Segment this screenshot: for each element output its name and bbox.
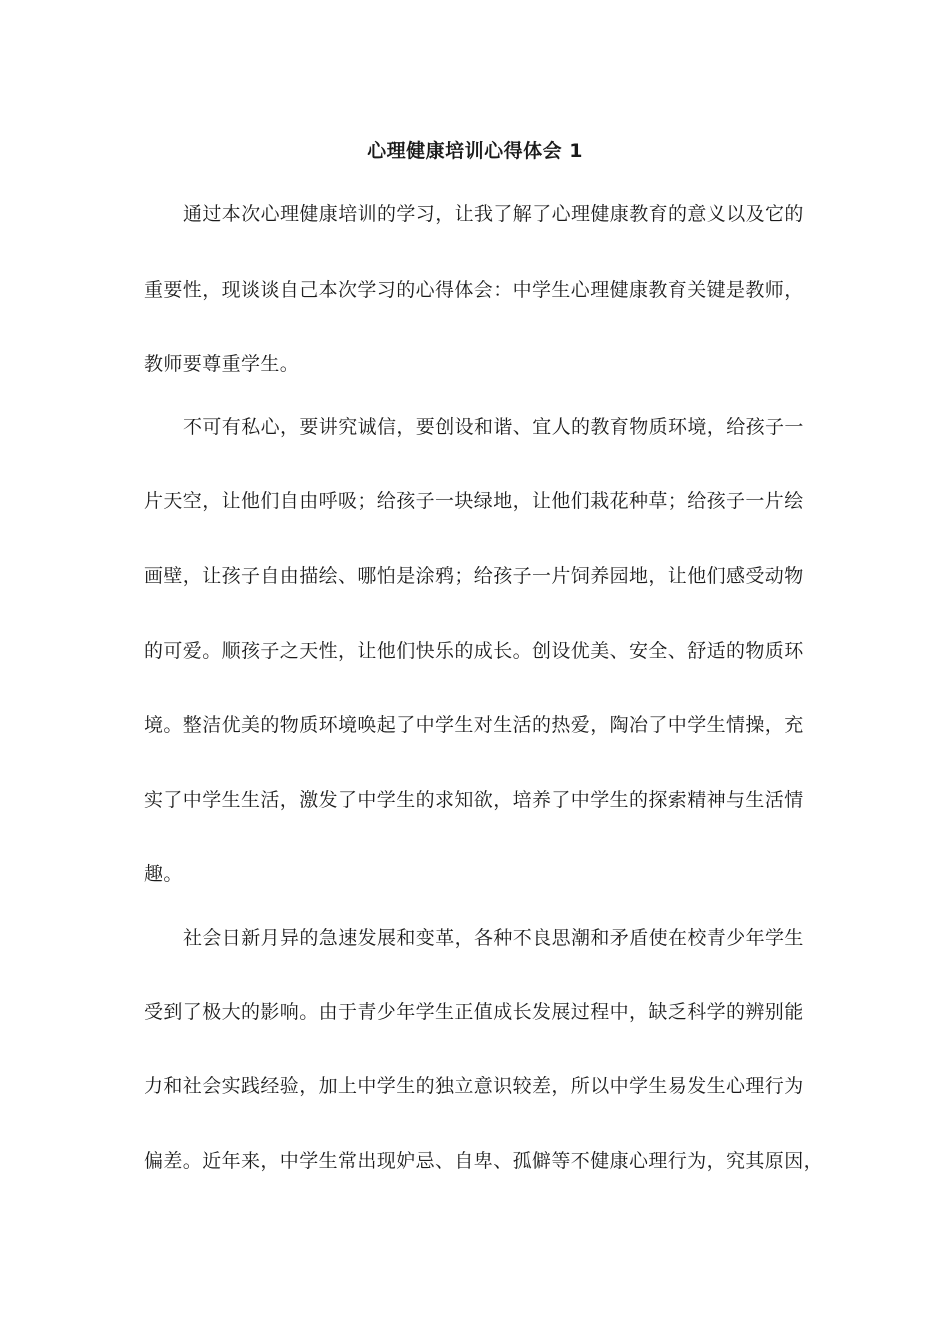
paragraph-line: 受到了极大的影响。由于青少年学生正值成长发展过程中，缺乏科学的辨别能 [144, 1001, 804, 1023]
paragraph-line: 片天空，让他们自由呼吸；给孩子一块绿地，让他们栽花种草；给孩子一片绘 [144, 490, 804, 512]
paragraph-line: 不可有私心，要讲究诚信，要创设和谐、宜人的教育物质环境，给孩子一 [183, 416, 804, 438]
paragraph-line: 趣。 [144, 863, 183, 885]
paragraph-line: 画壁，让孩子自由描绘、哪怕是涂鸦；给孩子一片饲养园地，让他们感受动物 [144, 565, 804, 587]
paragraph-line: 教师要尊重学生。 [144, 353, 300, 375]
paragraph-line: 境。整洁优美的物质环境唤起了中学生对生活的热爱，陶冶了中学生情操，充 [144, 714, 804, 736]
paragraph-line: 力和社会实践经验，加上中学生的独立意识较差，所以中学生易发生心理行为 [144, 1075, 804, 1097]
paragraph-line: 社会日新月异的急速发展和变革，各种不良思潮和矛盾使在校青少年学生 [183, 927, 804, 949]
paragraph-line: 的可爱。顺孩子之天性，让他们快乐的成长。创设优美、安全、舒适的物质环 [144, 640, 804, 662]
paragraph-line: 偏差。近年来，中学生常出现妒忌、自卑、孤僻等不健康心理行为，究其原因， [144, 1150, 824, 1172]
document-title: 心理健康培训心得体会 1 [367, 140, 583, 162]
paragraph-line: 重要性，现谈谈自己本次学习的心得体会：中学生心理健康教育关键是教师， [144, 279, 804, 301]
paragraph-line: 实了中学生生活，激发了中学生的求知欲，培养了中学生的探索精神与生活情 [144, 789, 804, 811]
paragraph-line: 通过本次心理健康培训的学习，让我了解了心理健康教育的意义以及它的 [183, 203, 804, 225]
